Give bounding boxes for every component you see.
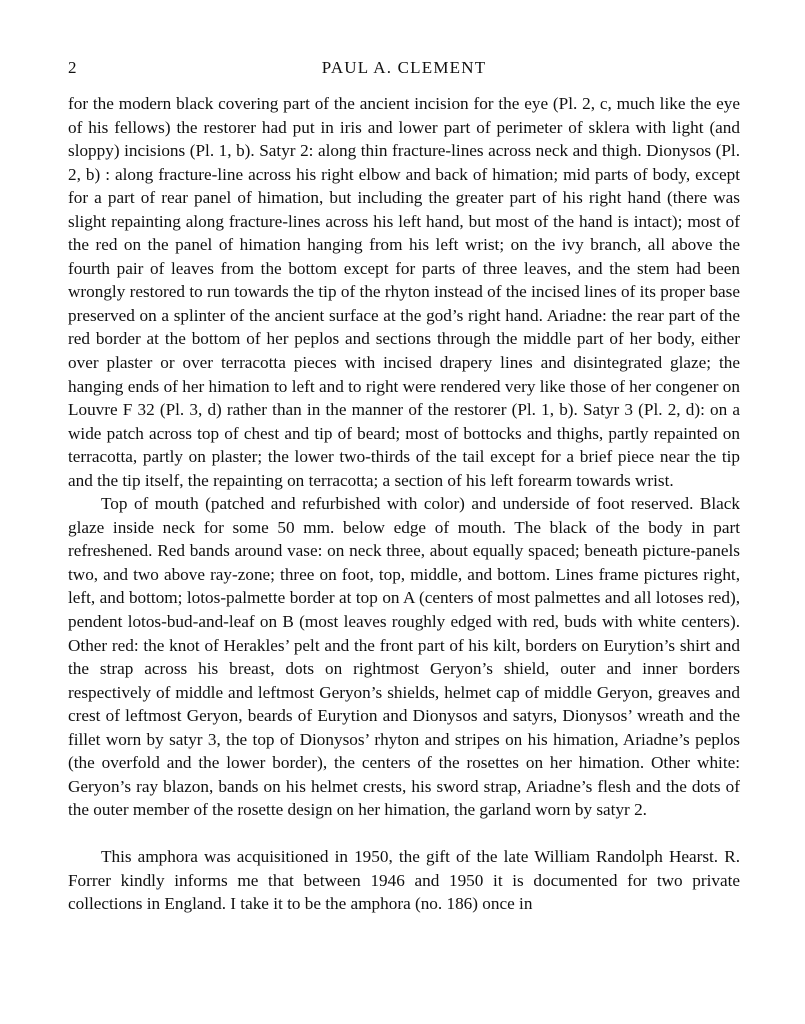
page-header	[68, 58, 740, 80]
running-head: PAUL A. CLEMENT	[321, 58, 487, 77]
page-number: 2	[68, 58, 77, 77]
paragraph-colors: Top of mouth (patched and refurbished with color) and underside of foot reserved. Black glaze inside neck for some 50 mm. below edge of mouth. The black of the body in part refreshened. Red bands around vase: on neck three, about equally spaced; beneath picture-panels two, and two above ray-zone; three on foot, top, middle, and bottom. Lines frame pictures right, left, and bottom; lotos-palmette border at top on A (centers of most palmettes and all lotoses red), pendent lotos-bud-and-leaf on B (most leaves roughly edged with red, buds with white centers). Other red: the knot of Herakles’ pelt and the front part of his kilt, borders on Eurytion’s shirt and the strap across his breast, dots on rightmost Geryon’s shield, outer and inner borders respectively of middle and leftmost Geryon’s shields, helmet cap of middle Geryon, greaves and crest of leftmost Geryon, beards of Eurytion and Dionysos and satyrs, Dionysos’ wreath and the fillet worn by satyr 3, the top of Dionysos’ rhyton and stripes on his himation, Ariadne’s peplos (the overfold and the lower border), the centers of the rosettes on her himation. Other white: Geryon’s ray blazon, bands on his helmet crests, his sword strap, Ariadne’s flesh and the dots of the outer member of the rosette design on her himation, the garland worn by satyr 2.	[68, 494, 740, 820]
body-text	[68, 92, 740, 916]
paragraph-provenance: This amphora was acquisitioned in 1950, the gift of the late William Randolph Hearst. R. Forrer kindly informs me that between 1946 and 1950 it is documented for two private collections in England. I take it to be the amphora (no. 186) once in	[68, 846, 740, 914]
paragraph-restorations: for the modern black covering part of the ancient incision for the eye (Pl. 2, c, much like the eye of his fellows) the restorer had put in iris and lower part of perimeter of sklera with light (and sloppy) incisions (Pl. 1, b). Satyr 2: along thin fracture-lines across neck and thigh. Dionysos (Pl. 2, b) : along fracture-line across his right elbow and back of himation; mid parts of body, except for a part of rear panel of himation, but including the greater part of his right hand (there was slight repainting along fracture-lines across his left hand, but most of the hand is intact); most of the red on the panel of himation hanging from his left wrist; on the ivy branch, all above the fourth pair of leaves from the bottom except for parts of three leaves, and the stem had been wrongly restored to run towards the tip of the rhyton instead of the incised lines of its proper base preserved on a splinter of the ancient surface at the god’s right hand. Ariadne: the rear part of the red border at the bottom of her peplos and sections through the middle part of her body, either over plaster or over terracotta pieces with incised drapery lines and disintegrated glaze; the hanging ends of her himation to left and to right were rendered very like those of her congener on Louvre F 32 (Pl. 3, d) rather than in the manner of the restorer (Pl. 1, b). Satyr 3 (Pl. 2, d): on a wide patch across top of chest and tip of beard; most of bottocks and thighs, partly repainted on terracotta, partly on plaster; the lower two-thirds of the tail except for a brief piece near the tip and the tip itself, the repainting on terracotta; a section of his left forearm towards wrist.	[68, 94, 740, 490]
